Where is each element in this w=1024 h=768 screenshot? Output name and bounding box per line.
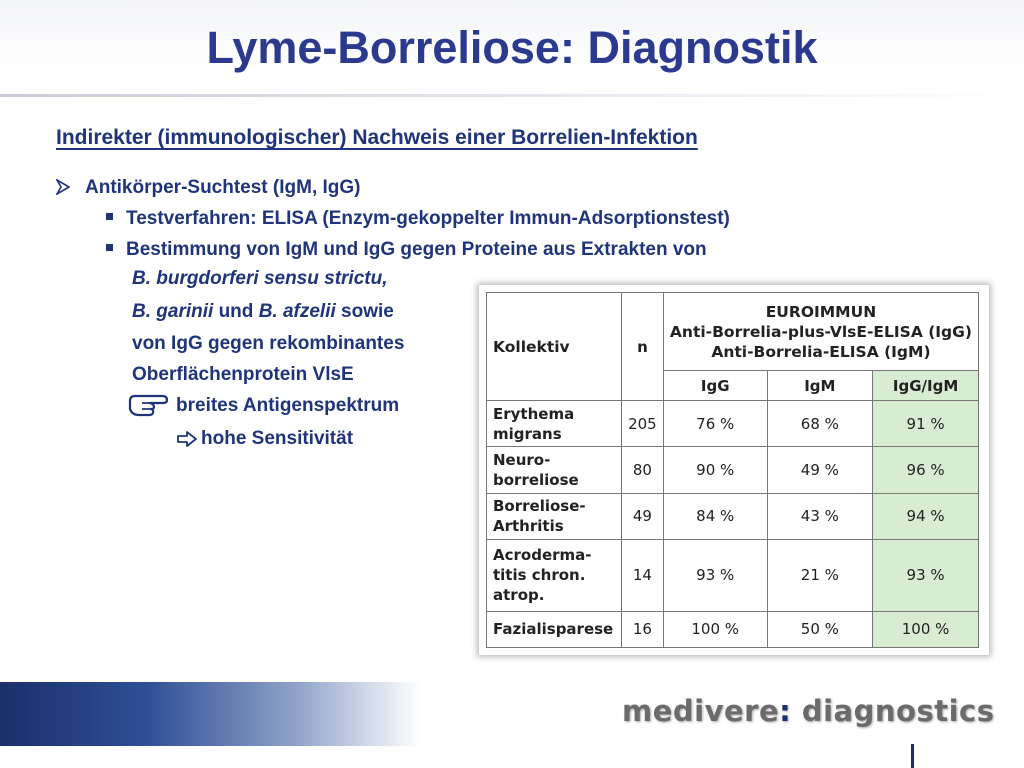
row-igg: 100 % [663, 611, 767, 647]
table-row [487, 539, 979, 611]
word-sowie: sowie [335, 301, 394, 322]
slide-subtitle: Indirekter (immunologischer) Nachweis einer Borrelien-Infektion [56, 126, 698, 149]
header-euroimmun [663, 293, 978, 371]
slide-title: Lyme-Borreliose: Diagnostik [206, 22, 818, 73]
bullet-antikoerper: Antikörper-Suchtest (IgM, IgG) [85, 177, 361, 198]
medivere-logo [622, 694, 994, 728]
conjunction-und: und [213, 301, 259, 322]
results-table [486, 292, 979, 648]
pointing-hand-icon [128, 392, 170, 418]
line-burgdorferi-text: B. burgdorferi sensu strictu, [132, 268, 388, 289]
row-kollektiv: Acroderma- titis chron. atrop. [487, 539, 622, 611]
table-row [487, 447, 979, 493]
species-afzelii: B. afzelii [258, 301, 336, 322]
row-igg: 93 % [663, 539, 767, 611]
row-igm: 49 % [767, 447, 873, 493]
header-test-igg: Anti-Borrelia-plus-VlsE-ELISA (IgG) [669, 322, 972, 341]
species-garinii: B. garinii [132, 301, 214, 322]
row-igg-igm: 91 % [873, 401, 979, 447]
row-igg: 84 % [663, 493, 767, 539]
header-kollektiv: Kollektiv [487, 293, 622, 401]
square-bullet-icon [106, 213, 113, 220]
line-antigenspektrum: breites Antigenspektrum [176, 395, 400, 416]
row-igm: 50 % [767, 611, 873, 647]
line-vlse: Oberflächenprotein VlsE [132, 364, 354, 385]
bullet-bestimmung [106, 239, 707, 261]
row-igg-igm: 96 % [873, 447, 979, 493]
row-igg-igm: 100 % [873, 611, 979, 647]
logo-diagnostics: diagnostics [791, 694, 995, 728]
arrowhead-bullet-icon [56, 179, 70, 195]
row-n: 14 [621, 539, 663, 611]
row-kollektiv: Borreliose- Arthritis [487, 493, 622, 539]
bullet-testverfahren [106, 208, 730, 230]
outline-right-arrow-icon [177, 431, 197, 447]
table-header-row [487, 293, 979, 371]
footer-gradient-band [0, 682, 420, 746]
header-igm: IgM [767, 371, 873, 401]
row-igm: 43 % [767, 493, 873, 539]
bullet-testverfahren-text: Testverfahren: ELISA (Enzym-gekoppelter Immun-Adsorptionstest) [126, 208, 730, 229]
line-sensitivitaet: hohe Sensitivität [201, 428, 354, 449]
row-igm: 21 % [767, 539, 873, 611]
header-brand: EUROIMMUN [765, 302, 877, 321]
row-n: 80 [621, 447, 663, 493]
line-rekombinantes: von IgG gegen rekombinantes [132, 333, 405, 354]
line-burgdorferi [132, 268, 387, 290]
row-n: 205 [621, 401, 663, 447]
header-igg-igm: IgG/IgM [873, 371, 979, 401]
table-row [487, 401, 979, 447]
row-igm: 68 % [767, 401, 873, 447]
row-n: 16 [621, 611, 663, 647]
row-kollektiv: Fazialisparese [487, 611, 622, 647]
header-n: n [621, 293, 663, 401]
row-kollektiv: Neuro- borreliose [487, 447, 622, 493]
row-n: 49 [621, 493, 663, 539]
footer-divider [911, 744, 914, 768]
results-table-frame [479, 285, 989, 655]
row-kollektiv: Erythema migrans [487, 401, 622, 447]
row-igg-igm: 94 % [873, 493, 979, 539]
bullet-bestimmung-text: Bestimmung von IgM und IgG gegen Proteine aus Extrakten von [126, 239, 707, 260]
header-test-igm: Anti-Borrelia-ELISA (IgM) [711, 342, 931, 361]
row-igg-igm: 93 % [873, 539, 979, 611]
table-row [487, 611, 979, 647]
line-garinii [132, 301, 394, 323]
table-row [487, 493, 979, 539]
logo-medivere: medivere [622, 694, 780, 728]
header-divider [0, 94, 1024, 97]
square-bullet-icon [106, 244, 113, 251]
row-igg: 90 % [663, 447, 767, 493]
logo-colon: : [779, 694, 792, 728]
row-igg: 76 % [663, 401, 767, 447]
header-igg: IgG [663, 371, 767, 401]
